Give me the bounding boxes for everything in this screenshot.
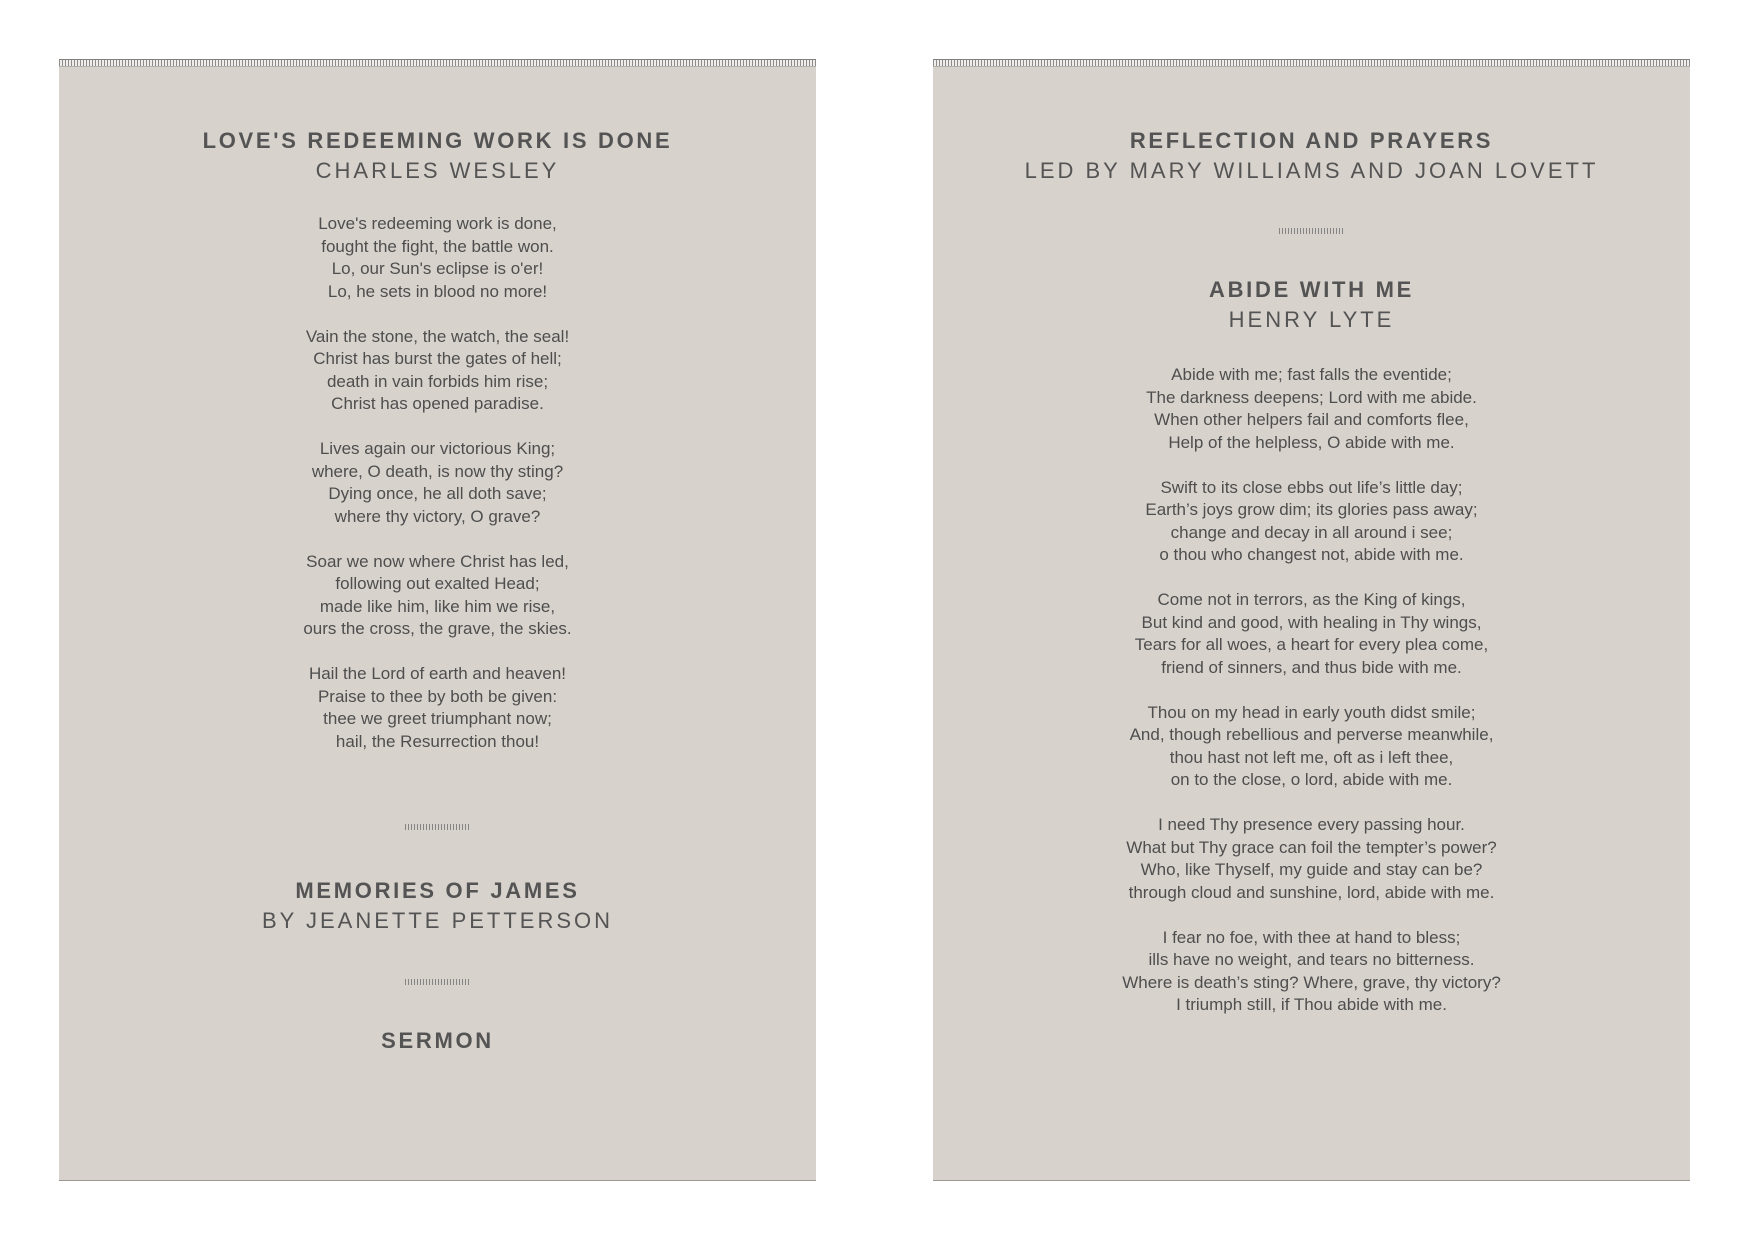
verse-line: following out exalted Head;: [335, 574, 540, 593]
verse-line: Where is death’s sting? Where, grave, thy victory?: [1122, 972, 1501, 992]
verse-line: Love's redeeming work is done,: [318, 214, 557, 233]
verse-line: Thou on my head in early youth didst smile;: [1147, 702, 1476, 722]
verse-line: The darkness deepens; Lord with me abide.: [1146, 387, 1477, 407]
prayers-header: [933, 126, 1690, 186]
verse-line: change and decay in all around i see;: [1170, 522, 1453, 542]
verse-line: Soar we now where Christ has led,: [306, 551, 569, 571]
tribute-title: MEMORIES OF JAMES: [295, 878, 580, 903]
verse-line: Christ has opened paradise.: [331, 394, 544, 413]
hymn-header: [933, 275, 1690, 335]
top-border-stripe: [59, 59, 816, 67]
stanza: [933, 702, 1690, 792]
verse-line: But kind and good, with healing in Thy wings,: [1141, 612, 1482, 632]
verse-line: through cloud and sunshine, lord, abide with me.: [1128, 882, 1495, 902]
verse-line: fought the fight, the battle won.: [321, 236, 554, 256]
sermon-title: SERMON: [381, 1028, 494, 1053]
stanza: [59, 438, 816, 528]
verse-line: Help of the helpless, O abide with me.: [1168, 432, 1455, 452]
page-left: [59, 59, 816, 1181]
tribute-byline: BY JEANETTE PETTERSON: [261, 908, 614, 933]
page-right: [933, 59, 1690, 1181]
stanza: [59, 663, 816, 753]
verse-line: What but Thy grace can foil the tempter’s power?: [1126, 837, 1497, 857]
hymn-title: LOVE'S REDEEMING WORK IS DONE: [202, 128, 673, 153]
verse-line: Lo, our Sun's eclipse is o'er!: [331, 259, 544, 278]
tribute-header: [59, 876, 816, 936]
verse-line: Lives again our victorious King;: [319, 439, 556, 458]
verse-line: And, though rebellious and perverse meanwhile,: [1129, 725, 1494, 744]
verse-line: hail, the Resurrection thou!: [335, 731, 540, 751]
prayers-title: REFLECTION AND PRAYERS: [1129, 128, 1494, 153]
section-divider: [405, 979, 471, 985]
verse-line: Praise to thee by both be given:: [317, 686, 558, 706]
hymn-author: HENRY LYTE: [1228, 307, 1395, 332]
verse-line: When other helpers fail and comforts flee,: [1154, 410, 1469, 429]
verse-line: ours the cross, the grave, the skies.: [303, 619, 572, 638]
stanza: [933, 477, 1690, 567]
verse-line: Lo, he sets in blood no more!: [327, 281, 548, 301]
verse-line: where, O death, is now thy sting?: [311, 461, 564, 481]
stanza: [933, 364, 1690, 454]
verse-line: Hail the Lord of earth and heaven!: [308, 664, 567, 683]
stanza: [933, 814, 1690, 904]
stanza: [59, 326, 816, 416]
verse-line: Earth’s joys grow dim; its glories pass away;: [1145, 500, 1478, 519]
verse-line: friend of sinners, and thus bide with me.: [1161, 657, 1462, 677]
stanza: [59, 213, 816, 303]
hymn-title: ABIDE WITH ME: [1209, 277, 1414, 302]
hymn-author: CHARLES WESLEY: [315, 158, 560, 183]
verse-line: Vain the stone, the watch, the seal!: [305, 326, 570, 346]
verse-line: Who, like Thyself, my guide and stay can be?: [1140, 860, 1483, 879]
verse-line: ills have no weight, and tears no bitterness.: [1148, 950, 1475, 969]
verse-line: death in vain forbids him rise;: [326, 371, 549, 391]
verse-line: I triumph still, if Thou abide with me.: [1176, 995, 1447, 1014]
stanza: [59, 551, 816, 641]
hymn-lyrics: [59, 213, 816, 753]
verse-line: o thou who changest not, abide with me.: [1159, 545, 1464, 564]
verse-line: Dying once, he all doth save;: [328, 484, 547, 503]
prayers-byline: LED BY MARY WILLIAMS AND JOAN LOVETT: [1024, 158, 1599, 183]
section-divider: [405, 824, 471, 830]
top-border-stripe: [933, 59, 1690, 67]
verse-line: on to the close, o lord, abide with me.: [1170, 770, 1453, 789]
verse-line: Christ has burst the gates of hell;: [313, 349, 562, 368]
hymn-header: [59, 126, 816, 186]
verse-line: I fear no foe, with thee at hand to bless;: [1162, 927, 1461, 947]
section-divider: [1279, 228, 1345, 234]
verse-line: Tears for all woes, a heart for every plea come,: [1134, 635, 1489, 654]
verse-line: Come not in terrors, as the King of kings,: [1157, 590, 1466, 609]
verse-line: made like him, like him we rise,: [319, 596, 556, 616]
verse-line: I need Thy presence every passing hour.: [1158, 815, 1465, 834]
verse-line: where thy victory, O grave?: [334, 506, 541, 526]
verse-line: thee we greet triumphant now;: [323, 709, 552, 728]
verse-line: Swift to its close ebbs out life’s little day;: [1160, 477, 1463, 497]
stanza: [933, 589, 1690, 679]
hymn-lyrics: [933, 364, 1690, 1017]
verse-line: Abide with me; fast falls the eventide;: [1171, 365, 1452, 384]
verse-line: thou hast not left me, oft as i left thee,: [1169, 747, 1454, 767]
stanza: [933, 927, 1690, 1017]
sermon-header: [59, 1026, 816, 1056]
